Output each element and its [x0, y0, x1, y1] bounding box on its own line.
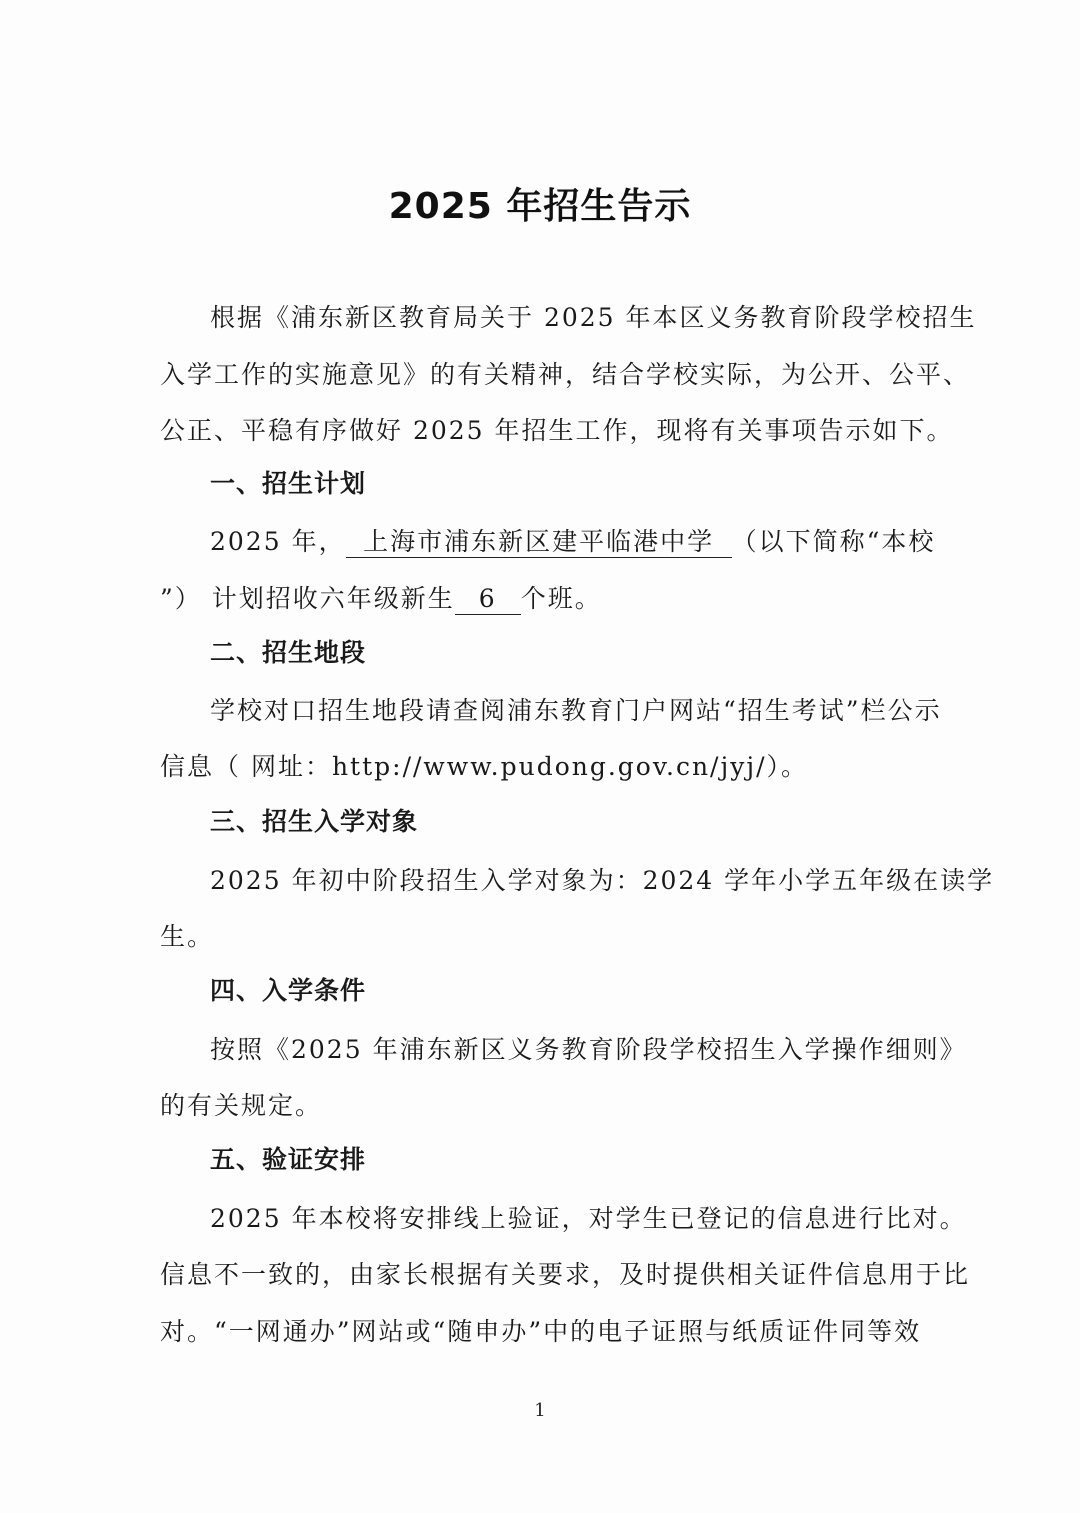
district-line-1: 学校对口招生地段请查阅浦东教育门户网站“招生考试”栏公示 — [210, 696, 942, 725]
district-line-2: 信息（ 网址：http://www.pudong.gov.cn/jyj/）。 — [160, 752, 809, 781]
verification-line-2: 信息不一致的，由家长根据有关要求，及时提供相关证件信息用于比 — [160, 1260, 971, 1289]
class-count-field: 6 — [455, 584, 521, 615]
plan-line-2 — [160, 579, 920, 619]
page-title: 2025 年招生告示 — [388, 186, 692, 227]
target-line-1: 2025 年初中阶段招生入学对象为：2024 学年小学五年级在读学 — [210, 866, 995, 895]
section-heading-target: 三、招生入学对象 — [210, 807, 419, 836]
target-line-2: 生。 — [160, 922, 215, 951]
school-name-field: 上海市浦东新区建平临港中学 — [346, 527, 732, 558]
plan-year-text: 2025 年， — [210, 527, 346, 556]
intro-line-2: 入学工作的实施意见》的有关精神，结合学校实际，为公开、公平、 — [160, 360, 971, 389]
intro-line-3: 公正、平稳有序做好 2025 年招生工作，现将有关事项告示如下。 — [160, 416, 954, 445]
verification-line-3: 对。“一网通办”网站或“随申办”中的电子证照与纸质证件同等效 — [160, 1317, 922, 1346]
section-heading-district: 二、招生地段 — [210, 638, 367, 667]
plan-enroll-text: ”） 计划招收六年级新生 — [160, 584, 455, 613]
section-heading-plan: 一、招生计划 — [210, 469, 367, 498]
section-heading-conditions: 四、入学条件 — [210, 976, 367, 1005]
plan-abbrev-text: （以下简称“本校 — [731, 527, 936, 556]
page-number: 1 — [534, 1400, 546, 1421]
verification-line-1: 2025 年本校将安排线上验证，对学生已登记的信息进行比对。 — [210, 1204, 967, 1233]
section-heading-verification: 五、验证安排 — [210, 1145, 367, 1174]
plan-line-1 — [210, 522, 936, 562]
conditions-line-1: 按照《2025 年浦东新区义务教育阶段学校招生入学操作细则》 — [210, 1035, 967, 1064]
intro-line-1: 根据《浦东新区教育局关于 2025 年本区义务教育阶段学校招生 — [210, 303, 977, 332]
plan-class-text: 个班。 — [520, 584, 602, 613]
conditions-line-2: 的有关规定。 — [160, 1091, 323, 1120]
